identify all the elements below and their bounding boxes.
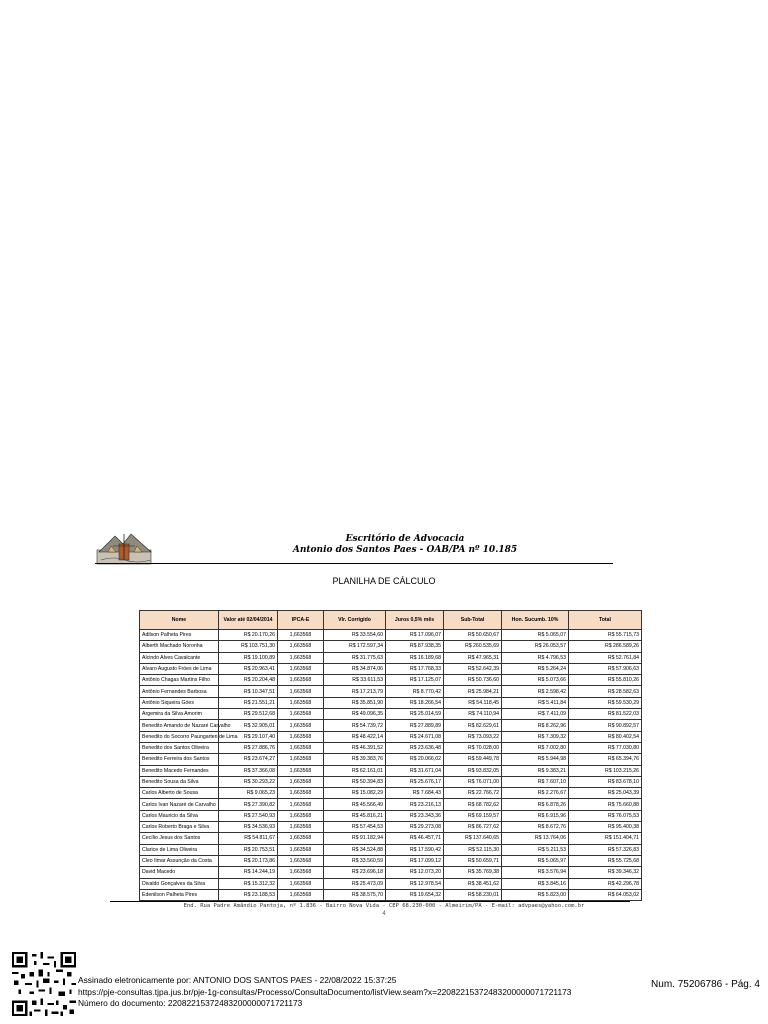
value-cell: R$ 7.411,09 — [502, 709, 569, 720]
value-cell: R$ 12.073,20 — [386, 867, 444, 878]
value-cell: R$ 57.326,83 — [569, 844, 642, 855]
column-header: IPCA-E — [278, 611, 324, 630]
value-cell: R$ 26.053,57 — [502, 641, 569, 652]
name-cell: David Macedo — [140, 867, 219, 878]
value-cell: 1,663568 — [278, 731, 324, 742]
value-cell: R$ 14.244,19 — [219, 867, 278, 878]
value-cell: R$ 2.598,42 — [502, 686, 569, 697]
value-cell: R$ 18.266,54 — [386, 697, 444, 708]
value-cell: 1,663568 — [278, 822, 324, 833]
value-cell: R$ 7.002,80 — [502, 742, 569, 753]
name-cell: Divaldo Gonçalves da Silva — [140, 878, 219, 889]
value-cell: R$ 20.204,48 — [219, 675, 278, 686]
value-cell: 1,663568 — [278, 810, 324, 821]
value-cell: R$ 27.390,82 — [219, 799, 278, 810]
value-cell: R$ 70.028,00 — [444, 742, 502, 753]
name-cell: Alvaro Augusto Fróes de Lima — [140, 663, 219, 674]
value-cell: R$ 34.524,88 — [324, 844, 386, 855]
table-row — [140, 844, 642, 855]
value-cell: R$ 19.100,89 — [219, 652, 278, 663]
value-cell: R$ 151.404,71 — [569, 833, 642, 844]
value-cell: R$ 6.915,96 — [502, 810, 569, 821]
value-cell: R$ 58.230,01 — [444, 889, 502, 900]
value-cell: R$ 29.273,08 — [386, 822, 444, 833]
value-cell: R$ 69.159,57 — [444, 810, 502, 821]
value-cell: R$ 45.566,49 — [324, 799, 386, 810]
value-cell: 1,663568 — [278, 720, 324, 731]
value-cell: R$ 55.715,73 — [569, 630, 642, 641]
name-cell: Carlos Alberto de Sousa — [140, 788, 219, 799]
column-header: Hon. Sucumb. 10% — [502, 611, 569, 630]
value-cell: R$ 90.892,57 — [569, 720, 642, 731]
table-row — [140, 675, 642, 686]
table-row — [140, 720, 642, 731]
table-row — [140, 742, 642, 753]
name-cell: Benedito Ferreira dos Santos — [140, 754, 219, 765]
value-cell: R$ 91.182,94 — [324, 833, 386, 844]
table-row — [140, 878, 642, 889]
document-url[interactable]: https://pje-consultas.tjpa.jus.br/pje-1g-consultas/Processo/ConsultaDocumento/listView.seam?x=22082215372483200000071721173 — [78, 986, 572, 997]
value-cell: R$ 23.216,13 — [386, 799, 444, 810]
value-cell: R$ 12.978,54 — [386, 878, 444, 889]
value-cell: R$ 42.296,78 — [569, 878, 642, 889]
value-cell: R$ 46.457,71 — [386, 833, 444, 844]
value-cell: R$ 45.816,21 — [324, 810, 386, 821]
value-cell: R$ 76.075,53 — [569, 810, 642, 821]
value-cell: R$ 31.775,63 — [324, 652, 386, 663]
value-cell: R$ 24.671,08 — [386, 731, 444, 742]
value-cell: 1,663568 — [278, 641, 324, 652]
value-cell: R$ 64.053,02 — [569, 889, 642, 900]
name-cell: Antônio Chagas Martins Filho — [140, 675, 219, 686]
value-cell: R$ 76.071,00 — [444, 776, 502, 787]
value-cell: R$ 83.678,10 — [569, 776, 642, 787]
value-cell: R$ 8.672,76 — [502, 822, 569, 833]
value-cell: R$ 49.096,35 — [324, 709, 386, 720]
table-row — [140, 641, 642, 652]
value-cell: 1,663568 — [278, 855, 324, 866]
value-cell: R$ 20.753,51 — [219, 844, 278, 855]
table-row — [140, 697, 642, 708]
value-cell: R$ 52.642,39 — [444, 663, 502, 674]
value-cell: R$ 34.536,93 — [219, 822, 278, 833]
value-cell: R$ 31.671,04 — [386, 765, 444, 776]
table-row — [140, 855, 642, 866]
value-cell: R$ 81.522,03 — [569, 709, 642, 720]
value-cell: R$ 32.905,01 — [219, 720, 278, 731]
sheet-title: PLANILHA DE CÁLCULO — [332, 576, 436, 586]
column-header: Valor até 02/04/2014 — [219, 611, 278, 630]
value-cell: R$ 95.400,38 — [569, 822, 642, 833]
value-cell: R$ 77.030,80 — [569, 742, 642, 753]
table-row — [140, 630, 642, 641]
value-cell: R$ 62.161,01 — [324, 765, 386, 776]
value-cell: R$ 50.659,71 — [444, 855, 502, 866]
value-cell: R$ 16.189,68 — [386, 652, 444, 663]
value-cell: R$ 9.065,23 — [219, 788, 278, 799]
value-cell: R$ 7.607,10 — [502, 776, 569, 787]
value-cell: R$ 17.096,07 — [386, 630, 444, 641]
value-cell: R$ 25.043,39 — [569, 788, 642, 799]
letterhead — [95, 530, 615, 566]
value-cell: R$ 8.770,42 — [386, 686, 444, 697]
table-row — [140, 833, 642, 844]
table-row — [140, 788, 642, 799]
value-cell: R$ 93.832,05 — [444, 765, 502, 776]
page-reference: Num. 75206786 - Pág. 4 — [651, 979, 760, 990]
value-cell: R$ 103.751,30 — [219, 641, 278, 652]
name-cell: Benedito dos Santos Oliveira — [140, 742, 219, 753]
name-cell: Cecílio Jesus dos Santos — [140, 833, 219, 844]
value-cell: R$ 50.736,60 — [444, 675, 502, 686]
value-cell: R$ 35.769,38 — [444, 867, 502, 878]
value-cell: R$ 21.551,21 — [219, 697, 278, 708]
table-row — [140, 754, 642, 765]
value-cell: R$ 15.082,29 — [324, 788, 386, 799]
value-cell: R$ 2.276,67 — [502, 788, 569, 799]
value-cell: R$ 28.582,63 — [569, 686, 642, 697]
value-cell: R$ 5.823,00 — [502, 889, 569, 900]
name-cell: Alcindo Alves Cavalcante — [140, 652, 219, 663]
value-cell: R$ 17.213,79 — [324, 686, 386, 697]
table-row — [140, 663, 642, 674]
value-cell: 1,663568 — [278, 844, 324, 855]
value-cell: R$ 103.215,26 — [569, 765, 642, 776]
value-cell: 1,663568 — [278, 742, 324, 753]
table-row — [140, 652, 642, 663]
column-header: Juros 0,5% mês — [386, 611, 444, 630]
name-cell: Benedito Macedo Fernandes — [140, 765, 219, 776]
value-cell: 1,663568 — [278, 675, 324, 686]
value-cell: R$ 33.560,59 — [324, 855, 386, 866]
table-row — [140, 765, 642, 776]
column-header: Nome — [140, 611, 219, 630]
law-office-logo — [95, 530, 155, 566]
table-row — [140, 889, 642, 900]
value-cell: R$ 20.963,41 — [219, 663, 278, 674]
value-cell: 1,663568 — [278, 889, 324, 900]
value-cell: R$ 5.065,97 — [502, 855, 569, 866]
name-cell: Benedito do Socorro Paungarten de Lima — [140, 731, 219, 742]
table-row — [140, 686, 642, 697]
name-cell: Cleo Ilmar Assunção da Costa — [140, 855, 219, 866]
table-row — [140, 731, 642, 742]
value-cell: R$ 23.696,18 — [324, 867, 386, 878]
value-cell: R$ 13.764,06 — [502, 833, 569, 844]
value-cell: R$ 80.402,54 — [569, 731, 642, 742]
value-cell: 1,663568 — [278, 788, 324, 799]
value-cell: R$ 5.211,53 — [502, 844, 569, 855]
value-cell: 1,663568 — [278, 833, 324, 844]
value-cell: R$ 3.576,94 — [502, 867, 569, 878]
value-cell: R$ 5.944,98 — [502, 754, 569, 765]
table-row — [140, 810, 642, 821]
value-cell: R$ 15.312,32 — [219, 878, 278, 889]
value-cell: R$ 3.845,16 — [502, 878, 569, 889]
value-cell: R$ 23.343,36 — [386, 810, 444, 821]
value-cell: R$ 22.766,72 — [444, 788, 502, 799]
value-cell: R$ 5.073,66 — [502, 675, 569, 686]
column-header: Total — [569, 611, 642, 630]
table-header-row — [140, 611, 642, 630]
value-cell: R$ 55.725,68 — [569, 855, 642, 866]
value-cell: R$ 33.554,60 — [324, 630, 386, 641]
table-row — [140, 709, 642, 720]
value-cell: R$ 9.383,21 — [502, 765, 569, 776]
header-rule — [95, 563, 613, 564]
value-cell: R$ 286.589,26 — [569, 641, 642, 652]
value-cell: R$ 33.611,53 — [324, 675, 386, 686]
footer-rule — [110, 901, 630, 902]
value-cell: R$ 52.761,84 — [569, 652, 642, 663]
value-cell: R$ 39.383,76 — [324, 754, 386, 765]
value-cell: R$ 86.727,62 — [444, 822, 502, 833]
page-number: 4 — [382, 911, 386, 917]
value-cell: R$ 27.886,76 — [219, 742, 278, 753]
value-cell: R$ 87.938,35 — [386, 641, 444, 652]
value-cell: R$ 29.107,40 — [219, 731, 278, 742]
value-cell: R$ 65.394,76 — [569, 754, 642, 765]
value-cell: 1,663568 — [278, 686, 324, 697]
column-header: Vlr. Corrigido — [324, 611, 386, 630]
value-cell: R$ 38.451,62 — [444, 878, 502, 889]
value-cell: R$ 17.125,07 — [386, 675, 444, 686]
value-cell: R$ 20.066,02 — [386, 754, 444, 765]
value-cell: R$ 82.629,61 — [444, 720, 502, 731]
value-cell: R$ 8.262,96 — [502, 720, 569, 731]
value-cell: R$ 48.422,14 — [324, 731, 386, 742]
value-cell: R$ 7.684,43 — [386, 788, 444, 799]
value-cell: R$ 260.535,69 — [444, 641, 502, 652]
value-cell: 1,663568 — [278, 630, 324, 641]
value-cell: R$ 29.512,68 — [219, 709, 278, 720]
value-cell: R$ 46.391,52 — [324, 742, 386, 753]
name-cell: Antônio Siqueira Góes — [140, 697, 219, 708]
value-cell: R$ 52.115,30 — [444, 844, 502, 855]
value-cell: R$ 17.099,12 — [386, 855, 444, 866]
value-cell: R$ 4.796,53 — [502, 652, 569, 663]
lawyer-name: Antonio dos Santos Paes - OAB/PA nº 10.185 — [292, 545, 518, 555]
value-cell: R$ 172.597,34 — [324, 641, 386, 652]
value-cell: 1,663568 — [278, 697, 324, 708]
name-cell: Argemira da Silva Amorim — [140, 709, 219, 720]
value-cell: R$ 54.739,72 — [324, 720, 386, 731]
name-cell: Carlos Roberto Braga e Silva — [140, 822, 219, 833]
name-cell: Benedito Sousa da Silva — [140, 776, 219, 787]
value-cell: 1,663568 — [278, 776, 324, 787]
value-cell: R$ 54.811,67 — [219, 833, 278, 844]
value-cell: 1,663568 — [278, 663, 324, 674]
value-cell: 1,663568 — [278, 652, 324, 663]
value-cell: R$ 7.309,32 — [502, 731, 569, 742]
value-cell: R$ 27.889,89 — [386, 720, 444, 731]
qr-code — [12, 952, 76, 1016]
letterhead-text — [245, 534, 565, 556]
value-cell: R$ 59.449,78 — [444, 754, 502, 765]
firm-name: Escritório de Advocacia — [345, 534, 465, 544]
calculation-table — [139, 610, 642, 901]
table-row — [140, 822, 642, 833]
column-header: Sub-Total — [444, 611, 502, 630]
name-cell: Clarice de Lima Oliveira — [140, 844, 219, 855]
value-cell: R$ 59.530,29 — [569, 697, 642, 708]
name-cell: Benedito Amando de Nazaré Carvalho — [140, 720, 219, 731]
name-cell: Adilson Palheta Pires — [140, 630, 219, 641]
value-cell: R$ 5.411,84 — [502, 697, 569, 708]
value-cell: R$ 20.170,26 — [219, 630, 278, 641]
value-cell: R$ 27.540,93 — [219, 810, 278, 821]
value-cell: R$ 38.575,70 — [324, 889, 386, 900]
signature-line: Assinado eletronicamente por: ANTONIO DOS SANTOS PAES - 22/08/2022 15:37:25 — [78, 975, 397, 985]
value-cell: R$ 47.965,31 — [444, 652, 502, 663]
value-cell: R$ 10.347,51 — [219, 686, 278, 697]
value-cell: R$ 34.874,06 — [324, 663, 386, 674]
value-cell: R$ 37.366,08 — [219, 765, 278, 776]
value-cell: R$ 50.650,67 — [444, 630, 502, 641]
value-cell: R$ 25.984,21 — [444, 686, 502, 697]
electronic-signature — [78, 975, 571, 1010]
value-cell: R$ 25.014,59 — [386, 709, 444, 720]
name-cell: Alberth Machado Noronha — [140, 641, 219, 652]
value-cell: 1,663568 — [278, 765, 324, 776]
value-cell: R$ 39.346,32 — [569, 867, 642, 878]
value-cell: R$ 74.110,94 — [444, 709, 502, 720]
value-cell: R$ 20.173,86 — [219, 855, 278, 866]
value-cell: R$ 50.394,83 — [324, 776, 386, 787]
table-body — [140, 630, 642, 901]
value-cell: R$ 75.660,88 — [569, 799, 642, 810]
name-cell: Edenilson Palheta Pires — [140, 889, 219, 900]
table-row — [140, 776, 642, 787]
value-cell: R$ 23.188,53 — [219, 889, 278, 900]
value-cell: R$ 30.293,22 — [219, 776, 278, 787]
value-cell: R$ 137.640,65 — [444, 833, 502, 844]
value-cell: R$ 55.810,26 — [569, 675, 642, 686]
value-cell: R$ 6.878,26 — [502, 799, 569, 810]
value-cell: R$ 57.454,53 — [324, 822, 386, 833]
value-cell: R$ 23.674,27 — [219, 754, 278, 765]
value-cell: R$ 35.851,90 — [324, 697, 386, 708]
value-cell: R$ 17.590,42 — [386, 844, 444, 855]
value-cell: 1,663568 — [278, 867, 324, 878]
value-cell: R$ 54.118,45 — [444, 697, 502, 708]
value-cell: R$ 17.768,33 — [386, 663, 444, 674]
table-row — [140, 867, 642, 878]
name-cell: Carlos Mauricio da Silva — [140, 810, 219, 821]
name-cell: Antônio Fernandes Barbosa — [140, 686, 219, 697]
value-cell: 1,663568 — [278, 754, 324, 765]
value-cell: R$ 19.654,32 — [386, 889, 444, 900]
value-cell: 1,663568 — [278, 878, 324, 889]
name-cell: Carlos Ivan Nazaré de Carvalho — [140, 799, 219, 810]
value-cell: R$ 73.093,22 — [444, 731, 502, 742]
value-cell: 1,663568 — [278, 799, 324, 810]
value-cell: R$ 23.636,48 — [386, 742, 444, 753]
value-cell: R$ 25.676,17 — [386, 776, 444, 787]
document-number: Número do documento: 22082215372483200000071721173 — [78, 998, 303, 1008]
value-cell: R$ 57.906,63 — [569, 663, 642, 674]
value-cell: 1,663568 — [278, 709, 324, 720]
footer-address: End. Rua Padre Amândio Pantoja, nº 1.836 - Bairro Nova Vida - CEP 68.230-000 - Almeirim/PA - E-mail: advpaes@yahoo.com.br — [183, 903, 585, 909]
value-cell: R$ 68.782,62 — [444, 799, 502, 810]
value-cell: R$ 25.473,09 — [324, 878, 386, 889]
table-row — [140, 799, 642, 810]
value-cell: R$ 5.065,07 — [502, 630, 569, 641]
value-cell: R$ 5.264,24 — [502, 663, 569, 674]
